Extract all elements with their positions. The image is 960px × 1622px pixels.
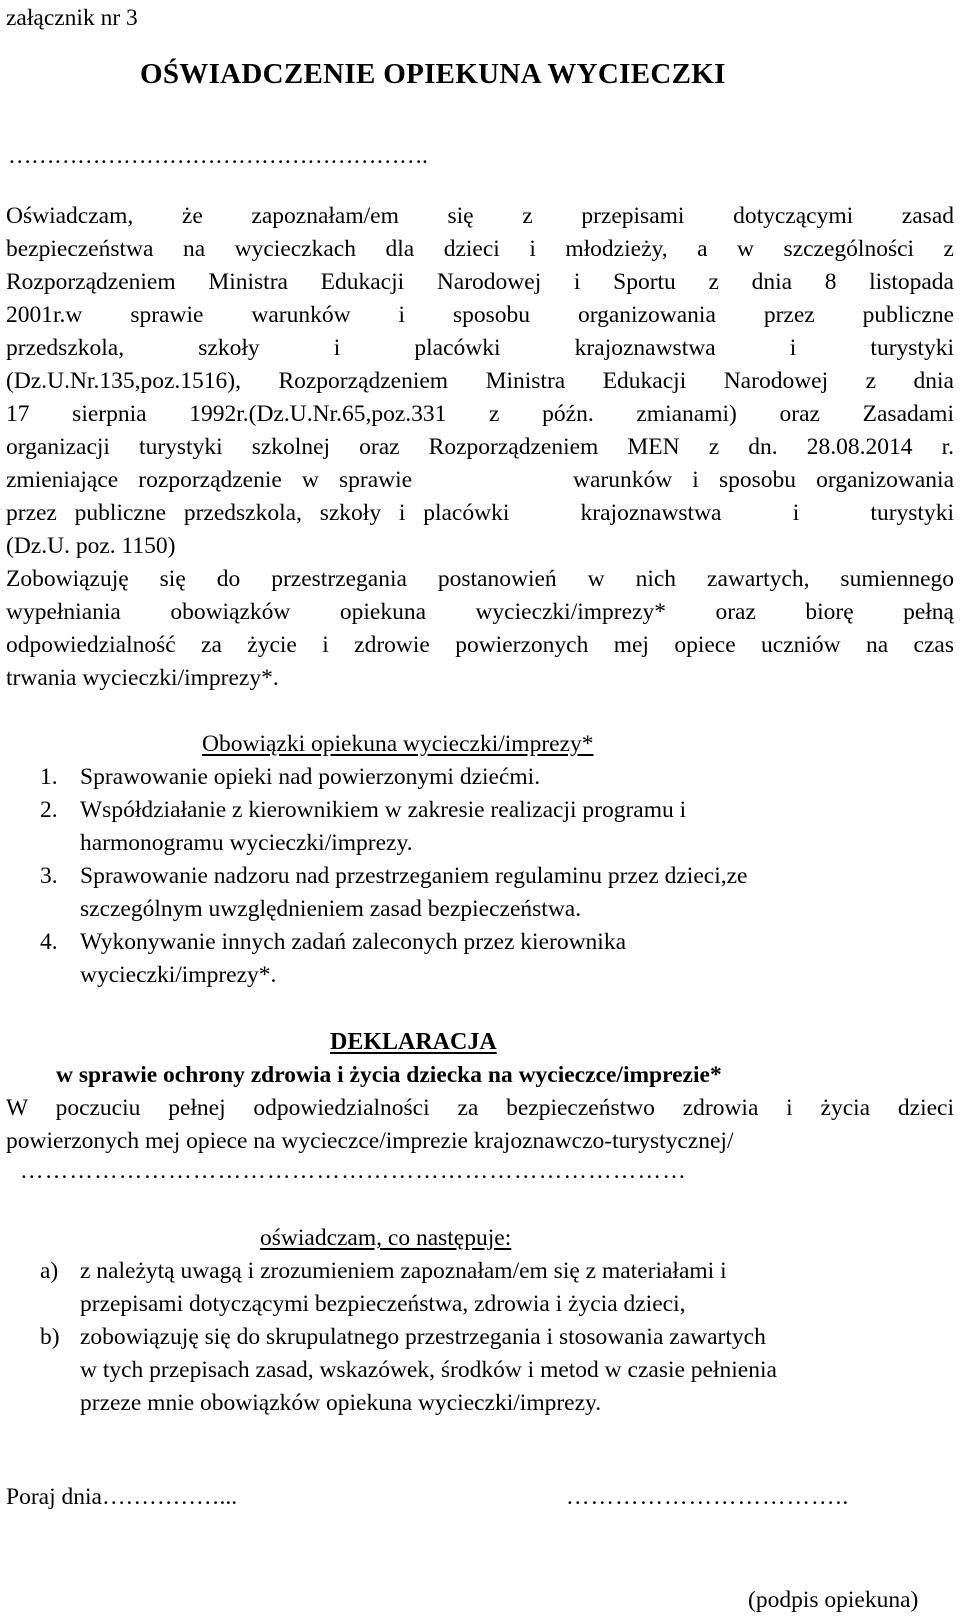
duty-text: Współdziałanie z kierownikiem w zakresie realizacji programu i [80,797,687,823]
declaration-item-text: zobowiązuję się do skrupulatnego przestrzegania i stosowania zawartych [80,1324,766,1350]
statement-line: zmieniające rozporządzenie w sprawie warunków i sposobu organizowania [6,467,954,493]
duty-number: 1. [40,764,58,790]
statement-line: (Dz.U.Nr.135,poz.1516), Rozporządzeniem Ministra Edukacji Narodowej z dnia [6,368,954,394]
declaration-heading: DEKLARACJA [330,1029,497,1055]
statement-line: organizacji turystyki szkolnej oraz Rozporządzeniem MEN z dn. 28.08.2014 r. [6,434,954,460]
declaration-item-text: z należytą uwagą i zrozumieniem zapoznałam/em się z materiałami i [80,1258,727,1284]
duty-number: 3. [40,863,58,889]
signature-line: …………………………….. [566,1484,850,1510]
declaration-intro-line: powierzonych mej opiece na wycieczce/imprezie krajoznawczo-turystycznej/ [6,1128,734,1154]
trip-name-fill-line: ……………………………………………………………………… [20,1158,687,1184]
duty-text: wycieczki/imprezy*. [80,962,277,988]
duty-text: Sprawowanie opieki nad powierzonymi dziećmi. [80,764,541,790]
signature-caption: (podpis opiekuna) [748,1587,919,1613]
declaration-item-text: przeze mnie obowiązków opiekuna wycieczki/imprezy. [80,1390,602,1416]
declaration-subheading: w sprawie ochrony zdrowia i życia dziecka na wycieczce/imprezie* [56,1062,722,1088]
commitment-line-last: trwania wycieczki/imprezy*. [6,665,279,691]
declare-label: oświadczam, co następuje: [260,1225,512,1251]
statement-line: 2001r.w sprawie warunków i sposobu organizowania przez publiczne [6,302,954,328]
duty-number: 4. [40,929,58,955]
declaration-item-text: przepisami dotyczącymi bezpieczeństwa, zdrowia i życia dzieci, [80,1291,686,1317]
declaration-item-text: w tych przepisach zasad, wskazówek, środków i metod w czasie pełnienia [80,1357,777,1383]
duty-text: harmonogramu wycieczki/imprezy. [80,830,413,856]
statement-line: Rozporządzeniem Ministra Edukacji Narodowej i Sportu z dnia 8 listopada [6,269,954,295]
statement-line: przedszkola, szkoły i placówki krajoznawstwa i turystyki [6,335,954,361]
commitment-line: Zobowiązuję się do przestrzegania postanowień w nich zawartych, sumiennego [6,566,954,592]
statement-line: 17 sierpnia 1992r.(Dz.U.Nr.65,poz.331 z późn. zmianami) oraz Zasadami [6,401,954,427]
duty-text: szczególnym uwzględnieniem zasad bezpieczeństwa. [80,896,582,922]
statement-line: Oświadczam, że zapoznałam/em się z przepisami dotyczącymi zasad [6,203,954,229]
duty-number: 2. [40,797,58,823]
document-title: OŚWIADCZENIE OPIEKUNA WYCIECZKI [140,58,726,90]
name-fill-line: ………………………………………………. [8,143,428,169]
duty-text: Wykonywanie innych zadań zaleconych przez kierownika [80,929,627,955]
statement-line: przez publiczne przedszkola, szkoły i placówki krajoznawstwa i turystyki [6,500,954,526]
place-date-field: Poraj dnia……………... [6,1484,238,1510]
attachment-label: załącznik nr 3 [6,5,138,31]
commitment-line: wypełniania obowiązków opiekuna wycieczki/imprezy* oraz biorę pełną [6,599,954,625]
declaration-intro-line: W poczuciu pełnej odpowiedzialności za bezpieczeństwo zdrowia i życia dzieci [6,1095,954,1121]
statement-line: bezpieczeństwa na wycieczkach dla dzieci i młodzieży, a w szczególności z [6,236,954,262]
duties-heading: Obowiązki opiekuna wycieczki/imprezy* [202,731,594,757]
commitment-line: odpowiedzialność za życie i zdrowie powierzonych mej opiece uczniów na czas [6,632,954,658]
duty-text: Sprawowanie nadzoru nad przestrzeganiem regulaminu przez dzieci,ze [80,863,748,889]
statement-line-last: (Dz.U. poz. 1150) [6,533,176,559]
declaration-item-label: a) [40,1258,59,1284]
declaration-item-label: b) [40,1324,60,1350]
